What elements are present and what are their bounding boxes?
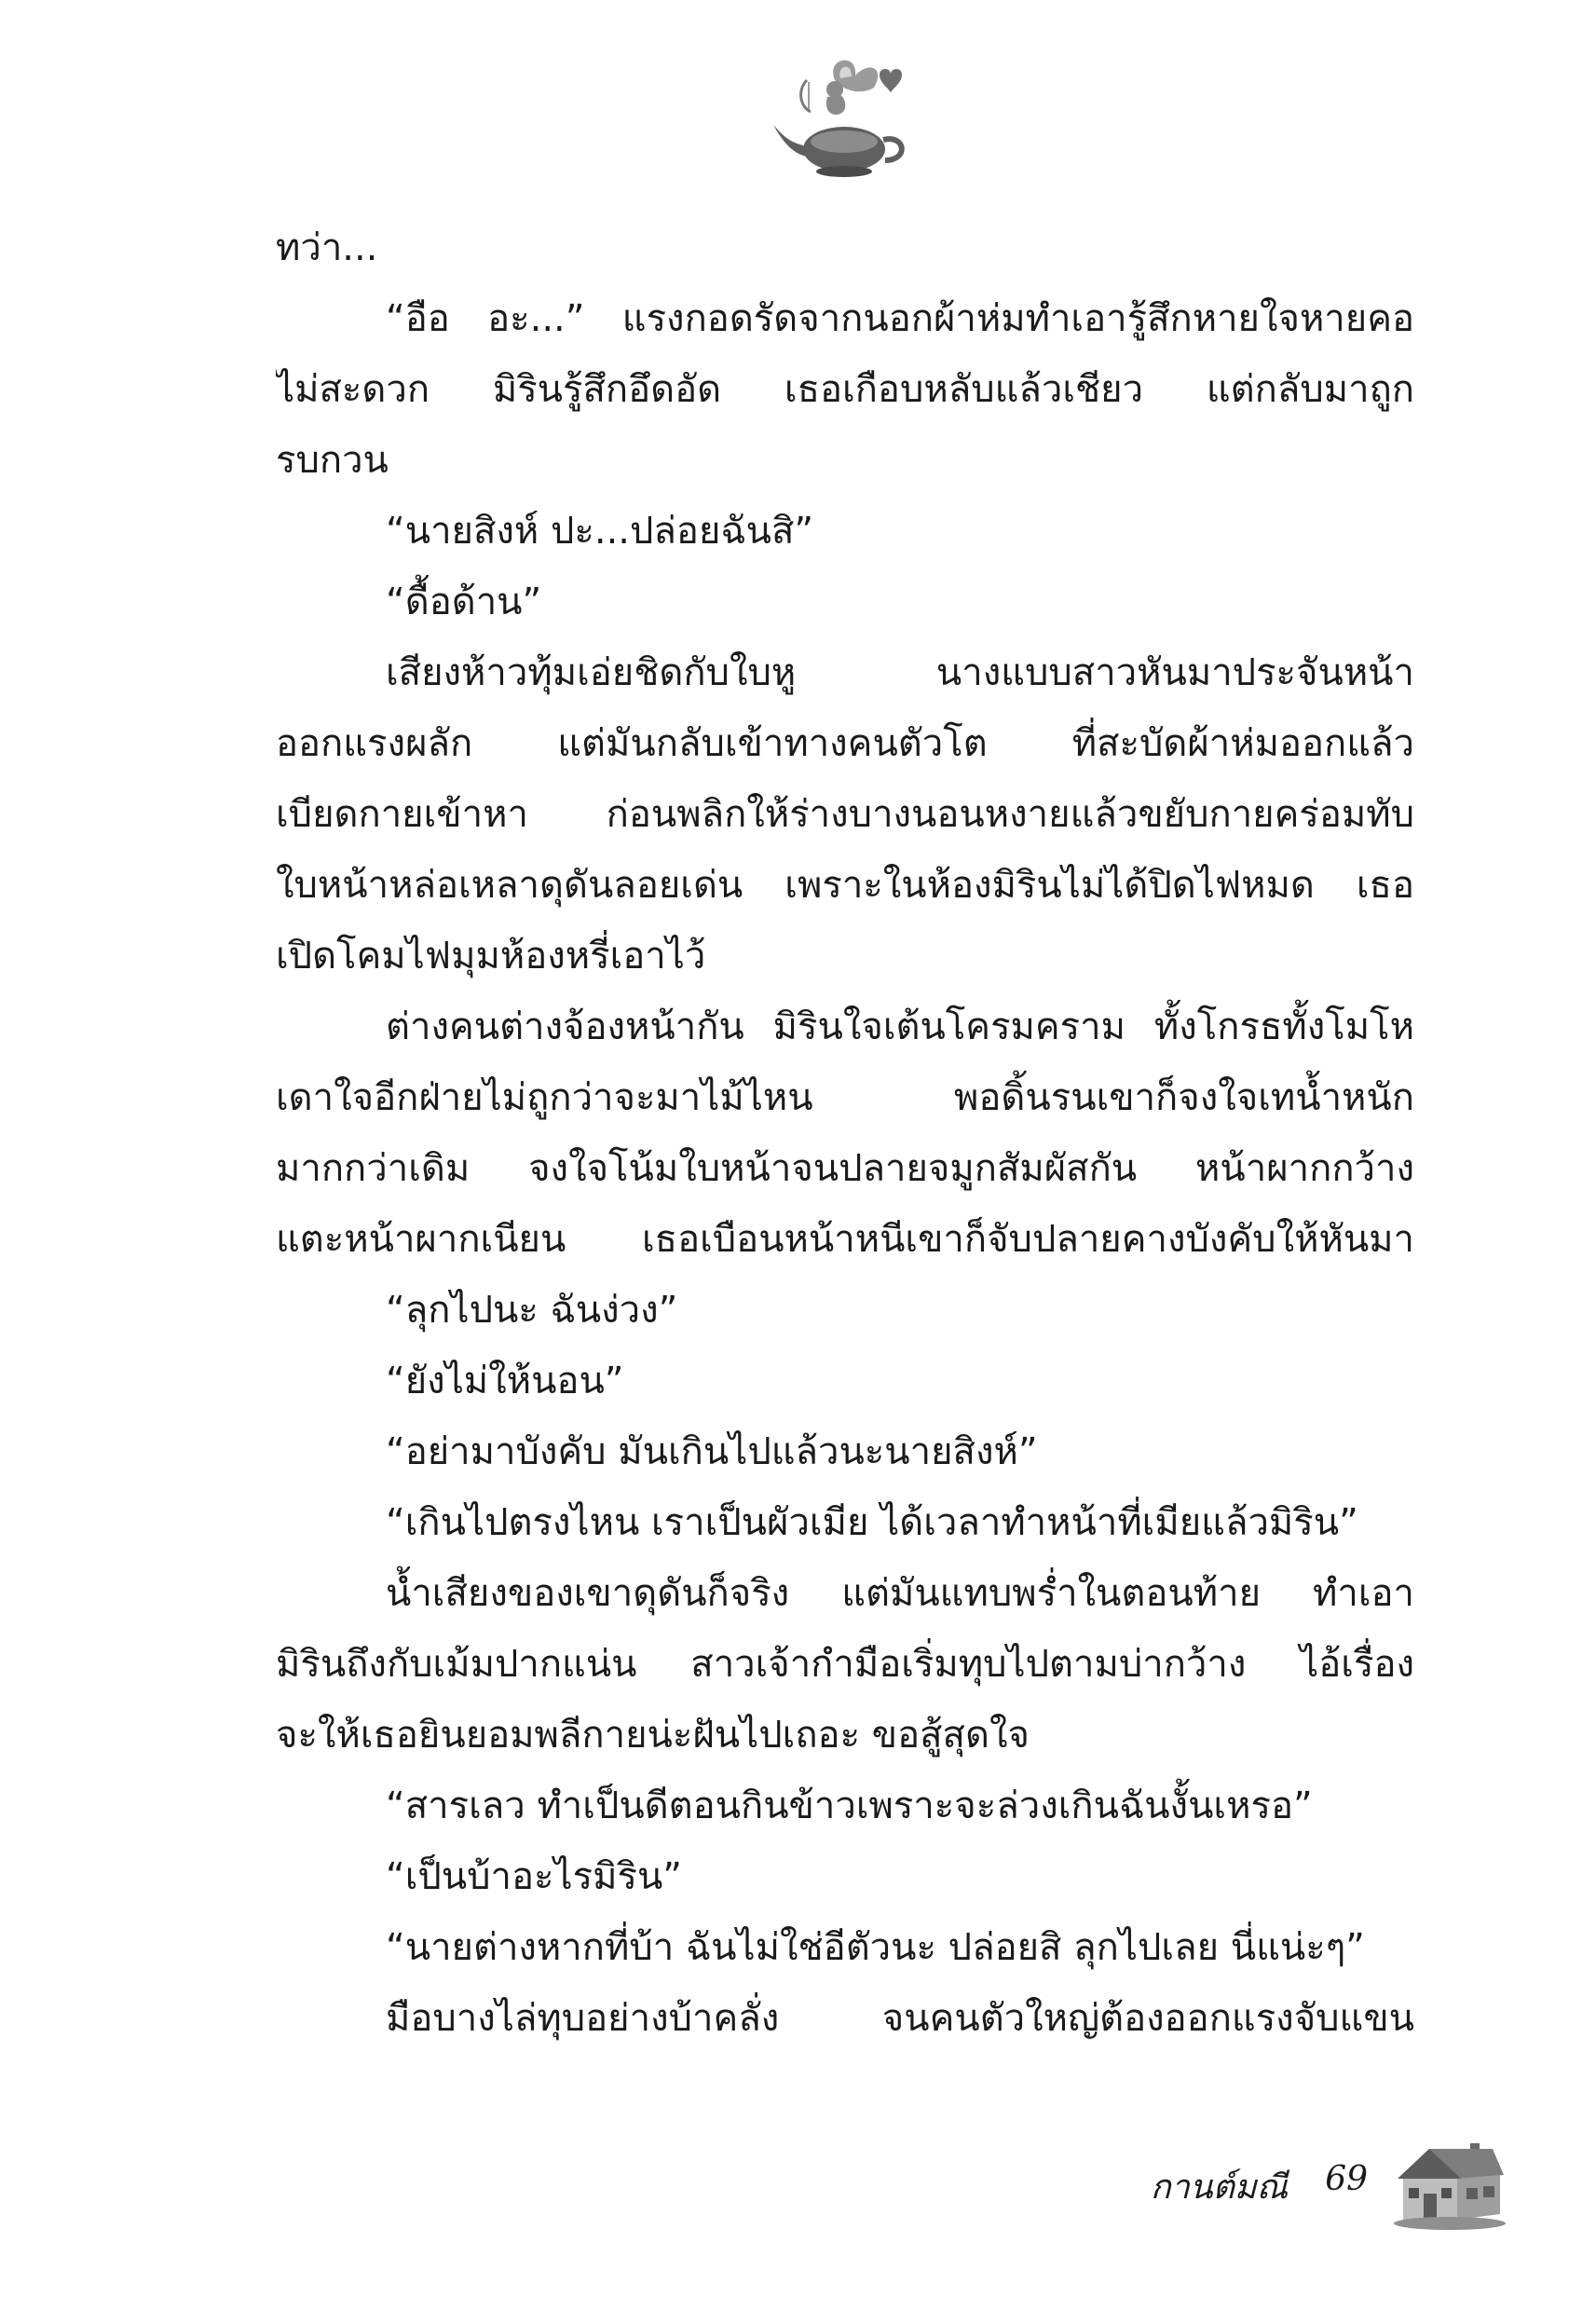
- text-line: “อย่ามาบังคับ มันเกินไปแล้วนะนายสิงห์”: [386, 1430, 1038, 1473]
- text-line: ไม่สะดวก มิรินรู้สึกอึดอัด เธอเกือบหลับแล้วเชียว แต่กลับมาถูก: [276, 368, 1414, 411]
- text-line: “นายสิงห์ ปะ...ปล่อยฉันสิ”: [386, 510, 814, 553]
- house-icon: [1388, 2136, 1507, 2233]
- text-line: “ยังไม่ให้นอน”: [386, 1360, 624, 1402]
- text-line: เปิดโคมไฟมุมห้องหรี่เอาไว้: [276, 935, 706, 978]
- cupid-teapot-ornament-icon: [770, 52, 919, 183]
- body-text: [276, 212, 1414, 2054]
- text-line: “เกินไปตรงไหน เราเป็นผัวเมีย ได้เวลาทำหน้าที่เมียแล้วมิริน”: [386, 1501, 1358, 1544]
- text-line: ต่างคนต่างจ้องหน้ากัน มิรินใจเต้นโครมคราม ทั้งโกรธทั้งโมโห: [386, 1005, 1414, 1048]
- text-line: ใบหน้าหล่อเหลาดุดันลอยเด่น เพราะในห้องมิรินไม่ได้ปิดไฟหมด เธอ: [276, 864, 1414, 907]
- text-line: เดาใจอีกฝ่ายไม่ถูกว่าจะมาไม้ไหน พอดิ้นรนเขาก็จงใจเทน้ำหนัก: [276, 1076, 1414, 1119]
- text-line: แตะหน้าผากเนียน เธอเบือนหน้าหนีเขาก็จับปลายคางบังคับให้หันมา: [276, 1218, 1414, 1261]
- text-line: “ดื้อด้าน”: [386, 581, 542, 623]
- text-line: “เป็นบ้าอะไรมิริน”: [386, 1855, 683, 1898]
- text-line: น้ำเสียงของเขาดุดันก็จริง แต่มันแทบพร่ำในตอนท้าย ทำเอา: [386, 1572, 1414, 1615]
- text-line: “อือ อะ...” แรงกอดรัดจากนอกผ้าห่มทำเอารู้สึกหายใจหายคอ: [386, 297, 1414, 340]
- page-number: 69: [1325, 2160, 1368, 2198]
- text-line: รบกวน: [276, 439, 389, 482]
- text-line: เบียดกายเข้าหา ก่อนพลิกให้ร่างบางนอนหงายแล้วขยับกายคร่อมทับ: [276, 793, 1414, 836]
- text-line: “สารเลว ทำเป็นดีตอนกินข้าวเพราะจะล่วงเกินฉันงั้นเหรอ”: [386, 1785, 1313, 1827]
- book-title: กานต์มณี: [1150, 2168, 1288, 2207]
- text-line: จะให้เธอยินยอมพลีกายน่ะฝันไปเถอะ ขอสู้สุดใจ: [276, 1714, 1030, 1757]
- text-line: เสียงห้าวทุ้มเอ่ยชิดกับใบหู นางแบบสาวหันมาประจันหน้า: [386, 651, 1414, 694]
- text-line: มากกว่าเดิม จงใจโน้มใบหน้าจนปลายจมูกสัมผัสกัน หน้าผากกว้าง: [276, 1147, 1414, 1190]
- text-line: “นายต่างหากที่บ้า ฉันไม่ใช่อีตัวนะ ปล่อยสิ ลุกไปเลย นี่แน่ะๆ”: [386, 1926, 1365, 1969]
- text-line: มือบางไล่ทุบอย่างบ้าคลั่ง จนคนตัวใหญ่ต้องออกแรงจับแขน: [386, 1997, 1414, 2040]
- text-line: ทว่า...: [276, 226, 378, 269]
- text-line: “ลุกไปนะ ฉันง่วง”: [386, 1289, 678, 1332]
- text-line: มิรินถึงกับเม้มปากแน่น สาวเจ้ากำมือเริ่มทุบไปตามบ่ากว้าง ไอ้เรื่อง: [276, 1643, 1414, 1686]
- text-line: ออกแรงผลัก แต่มันกลับเข้าทางคนตัวโต ที่สะบัดผ้าห่มออกแล้ว: [276, 722, 1414, 765]
- page-footer: [1044, 2136, 1528, 2238]
